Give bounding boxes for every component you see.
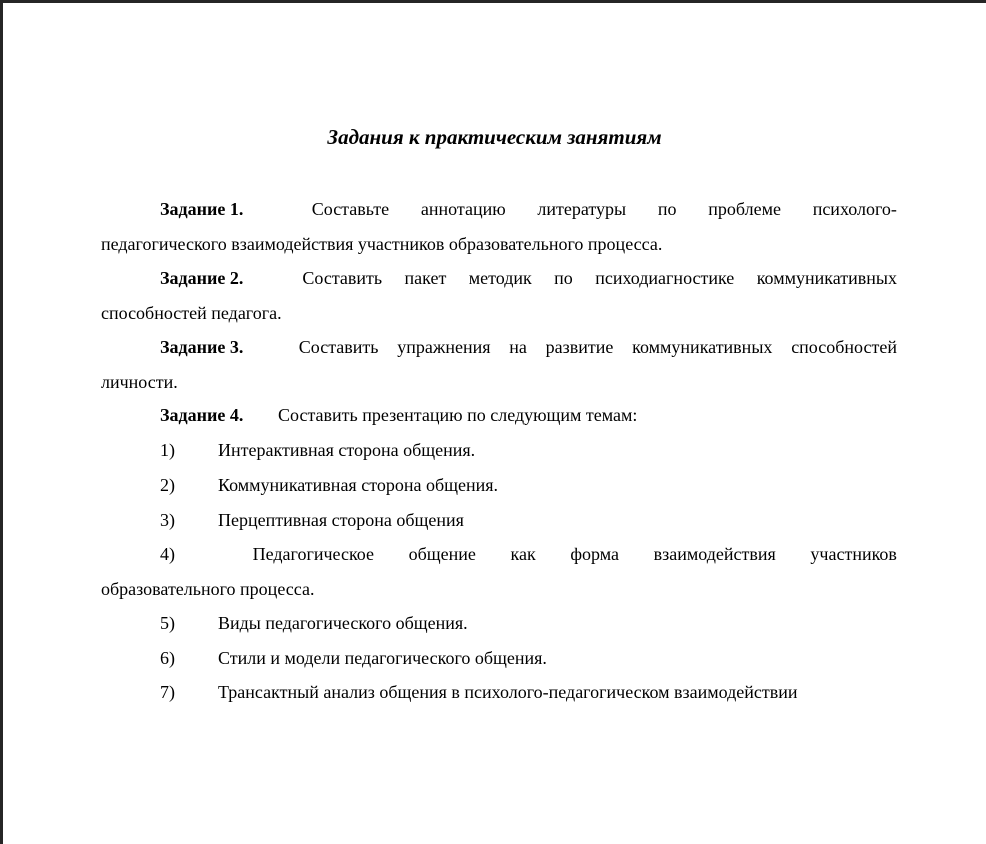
task-3-word: Составить xyxy=(298,337,379,357)
topic-word: форма xyxy=(570,544,620,564)
task-1-line-1 xyxy=(160,198,897,220)
topic-continuation: образовательного процесса. xyxy=(101,579,315,599)
task-3-word: на xyxy=(509,337,527,357)
task-1-line-2: педагогического взаимодействия участников образовательного процесса. xyxy=(101,234,663,254)
task-3-line-2: личности. xyxy=(101,372,178,392)
task-1-label: Задание 1. xyxy=(160,199,244,219)
topic-item xyxy=(160,612,468,634)
topic-number: 6) xyxy=(160,648,175,668)
topic-text: Стили и модели педагогического общения. xyxy=(218,648,547,668)
task-1-word: психолого- xyxy=(812,199,897,219)
task-2-word: по xyxy=(554,268,573,288)
task-2-word: пакет xyxy=(404,268,447,288)
task-2-label: Задание 2. xyxy=(160,268,244,288)
topic-text: Перцептивная сторона общения xyxy=(218,510,464,530)
task-2-line-1 xyxy=(160,267,897,289)
task-2-word: психодиагностике xyxy=(595,268,735,288)
task-4-line xyxy=(160,404,637,426)
task-1-word: литературы xyxy=(537,199,627,219)
topic-item xyxy=(160,474,498,496)
topic-text: Виды педагогического общения. xyxy=(218,613,468,633)
topic-item xyxy=(160,681,798,703)
topic-word: Педагогическое xyxy=(252,544,374,564)
task-4-label: Задание 4. xyxy=(160,405,244,425)
task-1-word: Составьте xyxy=(311,199,390,219)
topic-number: 5) xyxy=(160,613,175,633)
topic-number: 1) xyxy=(160,440,175,460)
task-3-word: способностей xyxy=(791,337,897,357)
task-2-line-2: способностей педагога. xyxy=(101,303,282,323)
topic-word: участников xyxy=(810,544,897,564)
task-2-word: коммуникативных xyxy=(756,268,897,288)
topic-text: Коммуникативная сторона общения. xyxy=(218,475,499,495)
topic-item xyxy=(160,543,897,565)
task-3-word: коммуникативных xyxy=(632,337,773,357)
topic-word: общение xyxy=(408,544,476,564)
task-1-word: проблеме xyxy=(708,199,781,219)
topic-item xyxy=(160,439,475,461)
topic-word: как xyxy=(510,544,536,564)
task-1-word: аннотацию xyxy=(420,199,506,219)
topic-number: 3) xyxy=(160,510,175,530)
document-page xyxy=(3,3,986,844)
task-3-label: Задание 3. xyxy=(160,337,244,357)
topic-text: Трансактный анализ общения в психолого-педагогическом взаимодействии xyxy=(218,682,798,702)
task-3-line-1 xyxy=(160,336,897,358)
task-3-word: упражнения xyxy=(397,337,491,357)
task-1-word: по xyxy=(657,199,677,219)
task-3-word: развитие xyxy=(545,337,614,357)
topic-number: 2) xyxy=(160,475,175,495)
topic-text: Интерактивная сторона общения. xyxy=(218,440,476,460)
topic-number: 4) xyxy=(160,544,175,564)
task-2-word: методик xyxy=(468,268,532,288)
topic-number: 7) xyxy=(160,682,175,702)
topic-item xyxy=(160,647,547,669)
topic-word: взаимодействия xyxy=(653,544,776,564)
task-2-word: Составить xyxy=(302,268,383,288)
page-title: Задания к практическим занятиям xyxy=(327,125,662,149)
topic-item xyxy=(160,509,464,531)
task-4-text: Составить презентацию по следующим темам: xyxy=(278,405,638,425)
